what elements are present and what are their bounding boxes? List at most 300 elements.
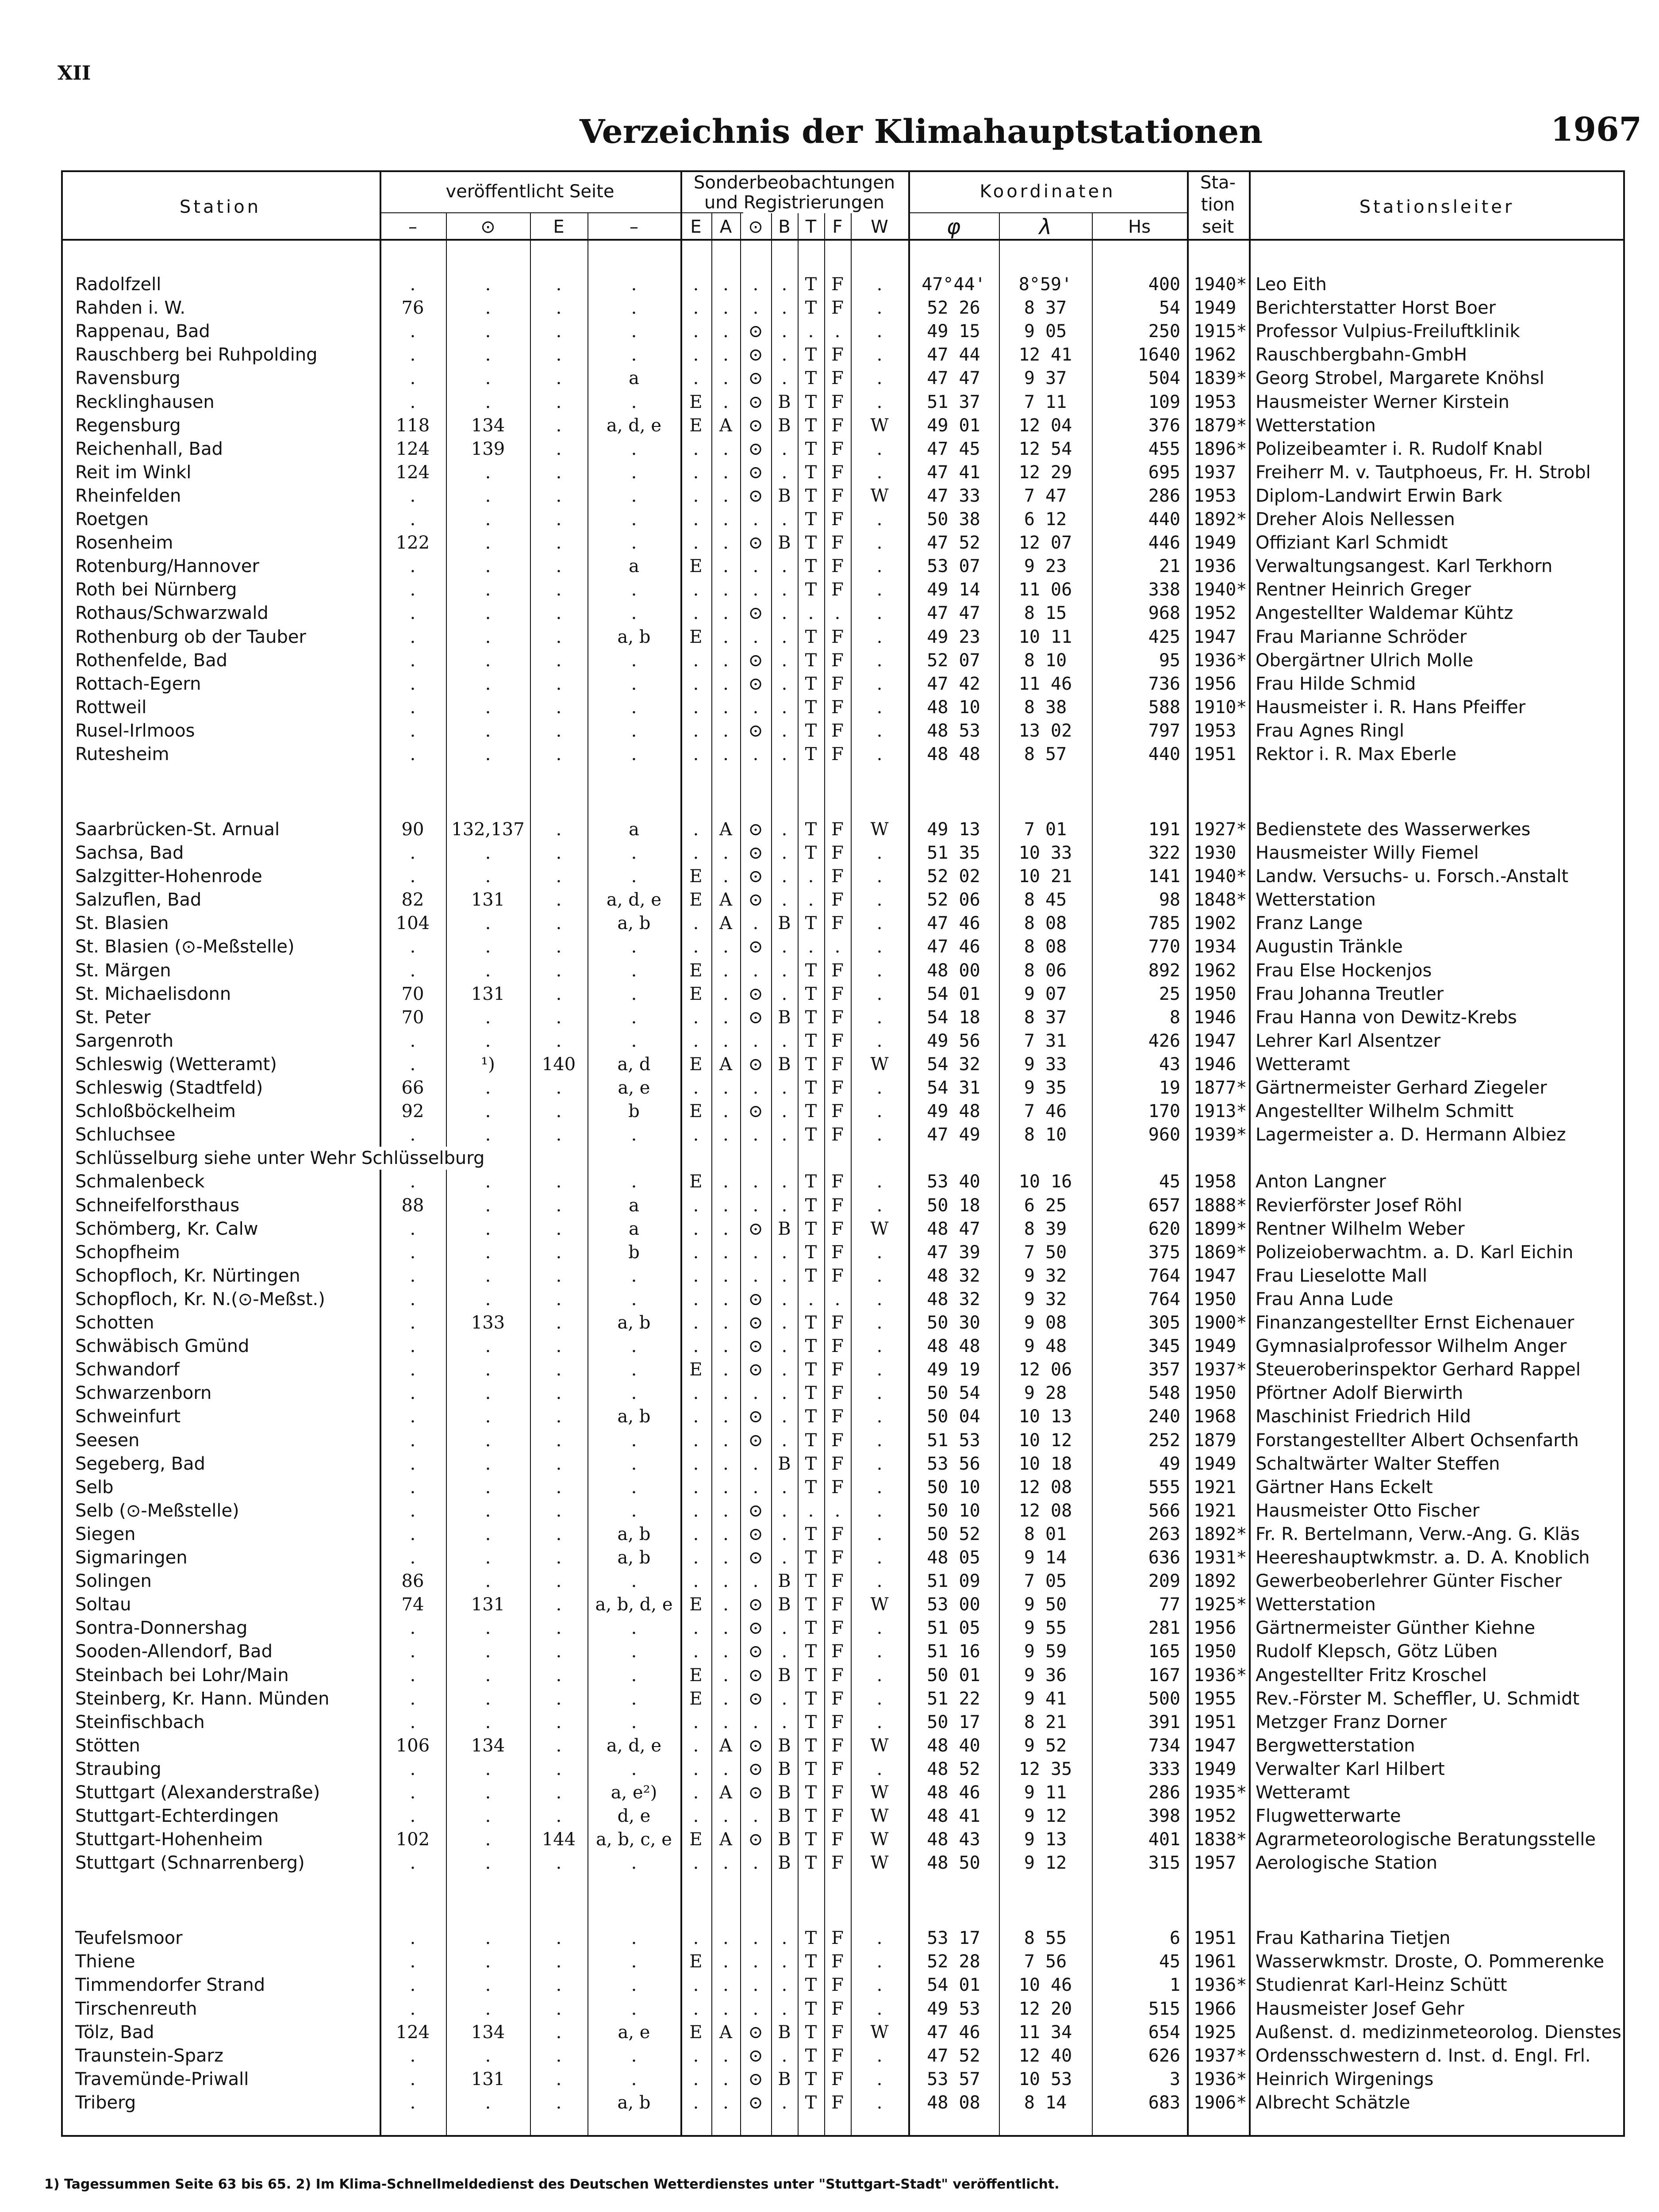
altitude: 446 — [1148, 533, 1180, 553]
sonder-flag: . — [723, 274, 729, 295]
sonder-flag: T — [805, 673, 817, 694]
station-leader: Georg Strobel, Margarete Knöhsl — [1256, 368, 1544, 389]
publ-cell: . — [485, 1477, 491, 1498]
sonder-flag: T — [805, 1101, 817, 1122]
sonder-flag: . — [723, 509, 729, 530]
publ-cell: . — [556, 1218, 562, 1239]
sonder-flag: ⊙ — [748, 321, 763, 342]
station-leader: Landw. Versuchs- u. Forsch.-Anstalt — [1256, 866, 1569, 887]
station-name: Sigmaringen — [75, 1548, 188, 1568]
sonder-flag: . — [876, 1313, 883, 1333]
publ-cell: . — [556, 1289, 562, 1310]
table-row — [61, 1664, 1625, 1687]
publ-cell: 90 — [401, 819, 424, 840]
sonder-flag: . — [723, 1688, 729, 1709]
station-name: Schopfloch, Kr. N.(⊙-Meßst.) — [75, 1289, 325, 1310]
sonder-flag: E — [689, 556, 703, 577]
sonder-flag: . — [693, 438, 699, 459]
publ-cell: . — [631, 1998, 637, 2019]
publ-cell: . — [631, 1265, 637, 1286]
publ-cell: . — [410, 866, 416, 887]
since-year: 1892* — [1194, 509, 1247, 530]
publ-cell: . — [485, 556, 491, 577]
publ-cell: . — [485, 1853, 491, 1874]
sonder-flag: . — [876, 1548, 883, 1568]
publ-cell: . — [410, 1030, 416, 1051]
sonder-flag: . — [876, 1359, 883, 1380]
sonder-flag: F — [831, 1078, 844, 1098]
station-name: Schleswig (Stadtfeld) — [75, 1078, 263, 1098]
sonder-flag: E — [689, 1665, 703, 1686]
altitude: 425 — [1148, 626, 1180, 647]
sonder-flag: T — [805, 1030, 817, 1051]
station-name: Schloßböckelheim — [75, 1101, 236, 1122]
sonder-flag: F — [831, 368, 844, 389]
sonder-flag: . — [876, 274, 883, 295]
since-year: 1940* — [1194, 866, 1247, 887]
sonder-flag: . — [723, 1524, 729, 1544]
sonder-flag: . — [876, 1665, 883, 1686]
station-leader: Wetterstation — [1256, 1594, 1376, 1615]
sonder-flag: ⊙ — [748, 890, 763, 910]
table-row — [61, 888, 1625, 911]
publ-cell: . — [631, 1477, 637, 1498]
sonder-flag: W — [870, 1594, 889, 1615]
sonder-flag: . — [876, 1928, 883, 1949]
altitude: 620 — [1148, 1218, 1180, 1239]
sonder-flag: T — [805, 1171, 817, 1192]
sonder-flag: . — [781, 1688, 787, 1709]
sonder-flag: ⊙ — [748, 462, 763, 483]
sonder-flag: . — [781, 650, 787, 671]
longitude: 11 46 — [1018, 673, 1072, 694]
latitude: 47 33 — [927, 485, 980, 506]
altitude: 286 — [1148, 1782, 1180, 1803]
sonder-flag: . — [693, 1928, 699, 1949]
altitude: 95 — [1159, 650, 1180, 671]
station-leader: Rauschbergbahn-GmbH — [1256, 345, 1467, 365]
publ-cell: . — [485, 274, 491, 295]
sonder-flag: F — [831, 1688, 844, 1709]
publ-cell: . — [631, 462, 637, 483]
sonder-flag: . — [753, 913, 759, 934]
sonder-flag: T — [805, 438, 817, 459]
sonder-flag: . — [876, 1125, 883, 1145]
sonder-flag: . — [753, 1453, 759, 1474]
sonder-flag: T — [805, 2022, 817, 2043]
publ-cell: . — [556, 509, 562, 530]
table-row — [61, 273, 1625, 296]
station-leader: Gärtnermeister Günther Kiehne — [1256, 1618, 1536, 1639]
longitude: 12 35 — [1018, 1759, 1072, 1779]
since-year: 1910* — [1194, 697, 1247, 718]
sonder-flag: A — [719, 819, 732, 840]
sonder-flag: F — [831, 345, 844, 365]
sonder-flag: T — [805, 1712, 817, 1732]
publ-cell: a, e — [618, 2022, 650, 2043]
station-leader: Rentner Wilhelm Weber — [1256, 1218, 1465, 1239]
sonder-flag: . — [876, 438, 883, 459]
publ-cell: . — [410, 1975, 416, 1996]
sonder-flag: F — [831, 697, 844, 718]
publ-cell: . — [485, 1453, 491, 1474]
publ-cell: 102 — [396, 1829, 430, 1850]
sonder-flag: . — [723, 1430, 729, 1451]
since-year: 1913* — [1194, 1101, 1247, 1122]
latitude: 47 45 — [927, 438, 980, 459]
altitude: 695 — [1148, 462, 1180, 483]
sonder-flag: T — [805, 1477, 817, 1498]
sonder-flag: . — [876, 1712, 883, 1732]
since-year: 1902 — [1194, 913, 1237, 934]
publ-cell: . — [410, 960, 416, 981]
publ-cell: . — [485, 1101, 491, 1122]
altitude: 45 — [1159, 1951, 1180, 1972]
sonder-flag: . — [723, 843, 729, 864]
table-row — [61, 1950, 1625, 1973]
sonder-flag: B — [778, 1806, 791, 1827]
publ-cell: . — [485, 843, 491, 864]
latitude: 51 53 — [927, 1430, 980, 1451]
station-leader: Verwaltungsangest. Karl Terkhorn — [1256, 556, 1553, 577]
station-name: Traunstein-Sparz — [75, 2045, 223, 2066]
sonder-flag: F — [831, 1430, 844, 1451]
latitude: 53 57 — [927, 2069, 980, 2089]
longitude: 8 38 — [1024, 697, 1067, 718]
sonder-flag: . — [693, 462, 699, 483]
publ-cell: a, b, c, e — [596, 1829, 672, 1850]
publ-cell: . — [556, 1500, 562, 1521]
longitude: 8 01 — [1024, 1524, 1067, 1544]
table-row — [61, 841, 1625, 864]
station-leader: Steueroberinspektor Gerhard Rappel — [1256, 1359, 1581, 1380]
sonder-flag: . — [808, 1289, 814, 1310]
since-year: 1937 — [1194, 462, 1237, 483]
sonder-flag: . — [723, 937, 729, 957]
publ-cell: . — [556, 1453, 562, 1474]
sonder-flag: T — [805, 720, 817, 741]
sonder-flag: . — [693, 1998, 699, 2019]
sonder-flag: . — [781, 1171, 787, 1192]
station-name: Schömberg, Kr. Calw — [75, 1218, 258, 1239]
publ-cell: . — [556, 533, 562, 553]
sonder-flag: . — [693, 720, 699, 741]
sonder-flag: . — [781, 1712, 787, 1732]
latitude: 50 04 — [927, 1406, 980, 1427]
publ-cell: . — [631, 1641, 637, 1662]
sonder-flag: . — [834, 321, 841, 342]
table-row — [61, 719, 1625, 742]
publ-cell: . — [631, 1125, 637, 1145]
station-name: Ravensburg — [75, 368, 180, 389]
sonder-flag: . — [781, 321, 787, 342]
sonder-flag: . — [753, 697, 759, 718]
publ-cell: . — [485, 1383, 491, 1404]
sonder-flag: . — [723, 321, 729, 342]
sonder-flag: T — [805, 1665, 817, 1686]
longitude: 7 05 — [1024, 1571, 1067, 1592]
sonder-flag: B — [778, 1735, 791, 1756]
header-lambda: λ — [1039, 215, 1052, 239]
sonder-flag: . — [876, 1336, 883, 1357]
publ-cell: . — [410, 843, 416, 864]
sonder-flag: . — [781, 1078, 787, 1098]
longitude: 8 37 — [1024, 1007, 1067, 1028]
sonder-flag: . — [723, 1806, 729, 1827]
sonder-flag: . — [781, 1951, 787, 1972]
station-leader: Studienrat Karl-Heinz Schütt — [1256, 1975, 1507, 1996]
station-leader: Dreher Alois Nellessen — [1256, 509, 1455, 530]
table-row — [61, 1241, 1625, 1264]
altitude: 109 — [1148, 392, 1180, 412]
sonder-flag: . — [781, 1406, 787, 1427]
sonder-flag: . — [876, 744, 883, 764]
publ-cell: a, d — [617, 1054, 651, 1075]
sonder-flag: . — [876, 960, 883, 981]
longitude: 12 06 — [1018, 1359, 1072, 1380]
station-leader: Gymnasialprofessor Wilhelm Anger — [1256, 1336, 1567, 1357]
publ-cell: a — [629, 1195, 639, 1216]
sonder-flag: ⊙ — [748, 345, 763, 365]
publ-cell: a, e²) — [611, 1782, 657, 1803]
publ-cell: . — [556, 1477, 562, 1498]
sonder-flag: W — [870, 819, 889, 840]
sonder-flag: . — [693, 1313, 699, 1333]
sonder-flag: . — [693, 1336, 699, 1357]
sonder-flag: T — [805, 1688, 817, 1709]
sonder-flag: . — [781, 1336, 787, 1357]
since-year: 1949 — [1194, 1759, 1237, 1779]
sonder-flag: F — [831, 580, 844, 600]
station-name: Teufelsmoor — [75, 1928, 183, 1949]
sonder-flag: . — [876, 1951, 883, 1972]
sonder-flag: . — [781, 744, 787, 764]
publ-cell: . — [410, 1665, 416, 1686]
sonder-flag: . — [781, 438, 787, 459]
sonder-flag: . — [753, 1195, 759, 1216]
altitude: 357 — [1148, 1359, 1180, 1380]
header-publ-1: – — [408, 217, 417, 237]
publ-cell: . — [556, 2045, 562, 2066]
table-row — [61, 1927, 1625, 1950]
sonder-flag: . — [693, 1125, 699, 1145]
sonder-flag: . — [781, 819, 787, 840]
sonder-flag: ⊙ — [748, 533, 763, 553]
sonder-flag: F — [831, 298, 844, 319]
latitude: 51 16 — [927, 1641, 980, 1662]
latitude: 52 07 — [927, 650, 980, 671]
sonder-flag: . — [693, 819, 699, 840]
publ-cell: . — [631, 1712, 637, 1732]
station-leader: Flugwetterwarte — [1256, 1806, 1401, 1827]
since-year: 1949 — [1194, 298, 1237, 319]
table-row — [61, 1358, 1625, 1381]
station-name: Seesen — [75, 1430, 140, 1451]
since-year: 1950 — [1194, 1383, 1237, 1404]
sonder-flag: . — [781, 673, 787, 694]
table-row — [61, 2091, 1625, 2114]
sonder-flag: . — [781, 345, 787, 365]
sonder-flag: F — [831, 1477, 844, 1498]
publ-cell: . — [631, 1975, 637, 1996]
longitude: 9 11 — [1024, 1782, 1067, 1803]
sonder-flag: . — [723, 1359, 729, 1380]
publ-cell: . — [485, 960, 491, 981]
publ-cell: . — [410, 274, 416, 295]
altitude: 401 — [1148, 1829, 1180, 1850]
since-year: 1951 — [1194, 744, 1237, 764]
publ-cell: . — [485, 1030, 491, 1051]
station-leader: Rudolf Klepsch, Götz Lüben — [1256, 1641, 1498, 1662]
latitude: 48 05 — [927, 1548, 980, 1568]
sonder-flag: F — [831, 1759, 844, 1779]
table-row — [61, 1076, 1625, 1099]
sonder-flag: ⊙ — [748, 438, 763, 459]
publ-cell: . — [485, 1712, 491, 1732]
station-leader: Bergwetterstation — [1256, 1735, 1415, 1756]
publ-cell: 106 — [396, 1735, 430, 1756]
since-year: 1961 — [1194, 1951, 1237, 1972]
station-leader: Heereshauptwkmstr. a. D. A. Knoblich — [1256, 1548, 1590, 1568]
sonder-flag: . — [723, 1313, 729, 1333]
publ-cell: . — [556, 626, 562, 647]
sonder-flag: . — [876, 2092, 883, 2113]
publ-cell: . — [485, 533, 491, 553]
publ-cell: . — [631, 485, 637, 506]
station-leader: Polizeibeamter i. R. Rudolf Knabl — [1256, 438, 1543, 459]
sonder-flag: T — [805, 1928, 817, 1949]
station-name: Steinbach bei Lohr/Main — [75, 1665, 289, 1686]
sonder-flag: ⊙ — [748, 720, 763, 741]
sonder-flag: . — [876, 1265, 883, 1286]
sonder-flag: . — [876, 1453, 883, 1474]
sonder-flag: . — [781, 1500, 787, 1521]
sonder-flag: . — [723, 1975, 729, 1996]
station-leader: Verwalter Karl Hilbert — [1256, 1759, 1445, 1779]
latitude: 49 13 — [927, 819, 980, 840]
altitude: 455 — [1148, 438, 1180, 459]
station-leader: Lagermeister a. D. Hermann Albiez — [1256, 1125, 1566, 1145]
longitude: 9 52 — [1024, 1735, 1067, 1756]
since-year: 1921 — [1194, 1500, 1237, 1521]
publ-cell: . — [556, 345, 562, 365]
table-row — [61, 1335, 1625, 1358]
publ-cell: . — [485, 1782, 491, 1803]
header-sonder-sun: ⊙ — [748, 217, 763, 237]
table-top-rule — [61, 170, 1625, 172]
sonder-flag: F — [831, 890, 844, 910]
sonder-flag: . — [753, 1571, 759, 1592]
station-leader: Lehrer Karl Alsentzer — [1256, 1030, 1441, 1051]
sonder-flag: . — [753, 1125, 759, 1145]
sonder-flag: F — [831, 1171, 844, 1192]
table-row — [61, 1805, 1625, 1828]
publ-cell: . — [631, 321, 637, 342]
altitude: 892 — [1148, 960, 1180, 981]
since-year: 1966 — [1194, 1998, 1237, 2019]
longitude: 9 33 — [1024, 1054, 1067, 1075]
longitude: 9 48 — [1024, 1336, 1067, 1357]
table-row — [61, 1147, 1625, 1170]
longitude: 8 37 — [1024, 298, 1067, 319]
publ-cell: . — [556, 1078, 562, 1098]
sonder-flag: ⊙ — [748, 819, 763, 840]
publ-cell: . — [631, 1453, 637, 1474]
since-year: 1950 — [1194, 1289, 1237, 1310]
latitude: 52 02 — [927, 866, 980, 887]
station-leader: Forstangestellter Albert Ochsenfarth — [1256, 1430, 1579, 1451]
sonder-flag: T — [805, 1735, 817, 1756]
table-row — [61, 555, 1625, 578]
sonder-flag: W — [870, 1782, 889, 1803]
table-row — [61, 1194, 1625, 1217]
altitude: 375 — [1148, 1242, 1180, 1263]
sonder-flag: ⊙ — [748, 866, 763, 887]
altitude: 734 — [1148, 1735, 1180, 1756]
publ-cell: . — [631, 960, 637, 981]
altitude: 626 — [1148, 2045, 1180, 2066]
sonder-flag: . — [781, 462, 787, 483]
sonder-flag: . — [781, 1618, 787, 1639]
publ-cell: . — [410, 1125, 416, 1145]
station-name: Siegen — [75, 1524, 136, 1544]
longitude: 9 12 — [1024, 1806, 1067, 1827]
station-name: Schopfheim — [75, 1242, 180, 1263]
longitude: 12 29 — [1018, 462, 1072, 483]
publ-cell: . — [556, 1007, 562, 1028]
publ-cell: . — [410, 1500, 416, 1521]
table-row — [61, 1006, 1625, 1029]
publ-cell: . — [556, 580, 562, 600]
publ-cell: . — [485, 1289, 491, 1310]
sonder-flag: ⊙ — [748, 1618, 763, 1639]
sonder-flag: . — [876, 1007, 883, 1028]
publ-cell: d, e — [617, 1806, 651, 1827]
station-name: Rheinfelden — [75, 485, 181, 506]
sonder-flag: T — [805, 1007, 817, 1028]
since-year: 1936* — [1194, 650, 1247, 671]
latitude: 48 43 — [927, 1829, 980, 1850]
sonder-flag: . — [876, 462, 883, 483]
sonder-flag: F — [831, 1242, 844, 1263]
sonder-flag: . — [876, 603, 883, 624]
station-name: Triberg — [75, 2092, 136, 2113]
sonder-flag: T — [805, 533, 817, 553]
publ-cell: . — [556, 1665, 562, 1686]
publ-cell: . — [631, 720, 637, 741]
longitude: 8 39 — [1024, 1218, 1067, 1239]
publ-cell: 104 — [396, 913, 430, 934]
longitude: 8 15 — [1024, 603, 1067, 624]
sonder-flag: T — [805, 1359, 817, 1380]
sonder-flag: . — [723, 673, 729, 694]
sonder-flag: T — [805, 1641, 817, 1662]
station-name: Sargenroth — [75, 1030, 174, 1051]
sonder-flag: B — [778, 1007, 791, 1028]
table-row — [61, 1217, 1625, 1240]
sonder-flag: . — [753, 626, 759, 647]
station-name: Roetgen — [75, 509, 149, 530]
sonder-flag: . — [781, 843, 787, 864]
sonder-flag: T — [805, 1265, 817, 1286]
sonder-flag: . — [808, 1500, 814, 1521]
sonder-flag: . — [781, 1030, 787, 1051]
sonder-flag: . — [781, 603, 787, 624]
publ-cell: . — [410, 1406, 416, 1427]
altitude: 165 — [1148, 1641, 1180, 1662]
latitude: 53 17 — [927, 1928, 980, 1949]
station-leader: Polizeioberwachtm. a. D. Karl Eichin — [1256, 1242, 1574, 1263]
